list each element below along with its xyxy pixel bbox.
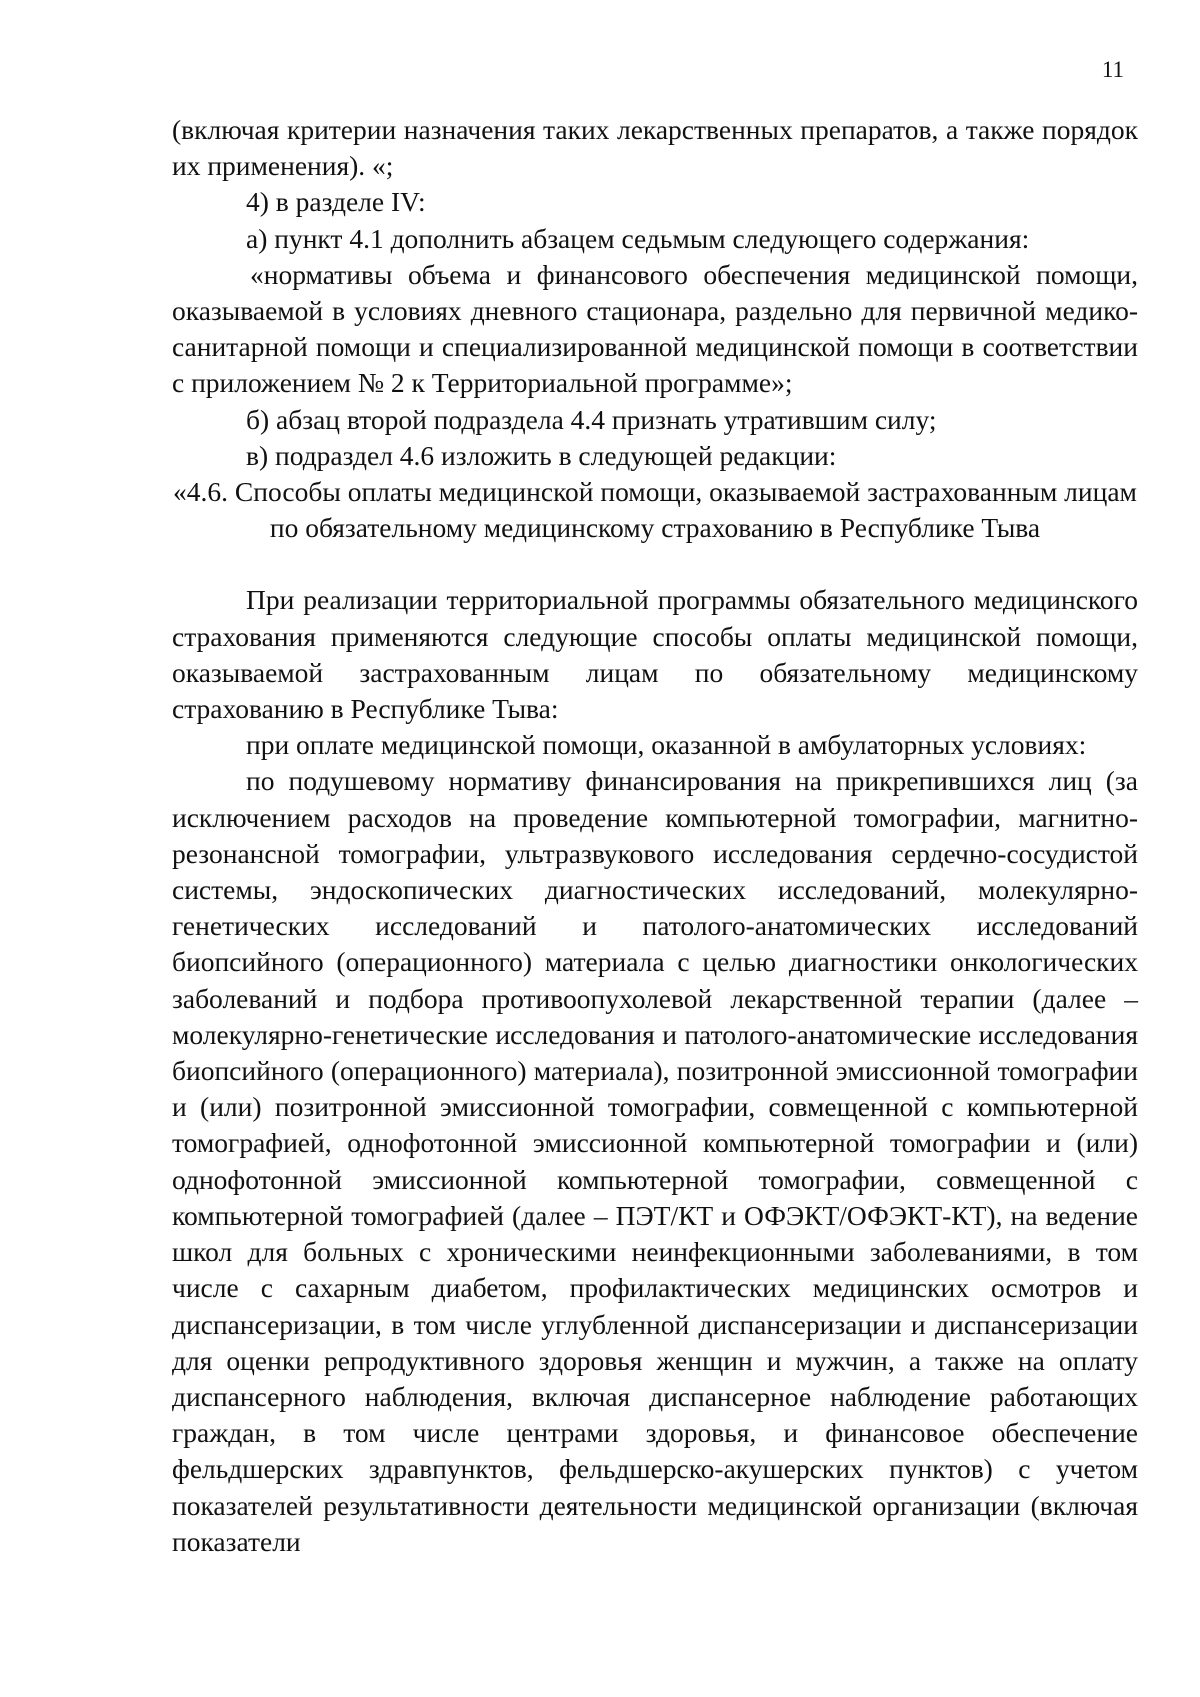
paragraph-item-b: б) абзац второй подраздела 4.4 признать утратившим силу;: [246, 403, 937, 435]
paragraph-quote-norms: «нормативы объема и финансового обеспечения медицинской помощи, оказываемой в условиях дневного стационара, раздельно для первичной медико-санитарной помощи и специализированной медицинской помощи в соответствии с приложением № 2 к Территориальной программе»;: [172, 258, 1138, 399]
paragraph-implementation: При реализации территориальной программы обязательного медицинского страхования применяются следующие способы оплаты медицинской помощи, оказываемой застрахованным лицам по обязательному медицинскому страхованию в Республике Тыва:: [172, 584, 1138, 725]
document-body: [172, 112, 1138, 1560]
paragraph-item-v: в) подраздел 4.6 изложить в следующей редакции:: [246, 439, 837, 471]
paragraph-item-a: а) пункт 4.1 дополнить абзацем седьмым следующего содержания:: [246, 222, 1030, 254]
subsection-heading: «4.6. Способы оплаты медицинской помощи, оказываемой застрахованным лицам по обязательному медицинскому страхованию в Республике Тыва: [173, 476, 1137, 544]
paragraph-ambulatory: при оплате медицинской помощи, оказанной в амбулаторных условиях:: [246, 729, 1087, 761]
paragraph-per-capita: по подушевому нормативу финансирования на прикрепившихся лиц (за исключением расходов на проведение компьютерной томографии, магнитно-резонансной томографии, ультразвукового исследования сердечно-сосудистой системы, эндоскопических диагностических исследований, молекулярно-генетических исследований и патолого-анатомических исследований биопсийного (операционного) материала с целью диагностики онкологических заболеваний и подбора противоопухолевой лекарственной терапии (далее – молекулярно-генетические исследования и патолого-анатомические исследования биопсийного (операционного) материала), позитронной эмиссионной томографии и (или) позитронной эмиссионной томографии, совмещенной с компьютерной томографией, однофотонной эмиссионной компьютерной томографии и (или) однофотонной эмиссионной компьютерной томографии, совмещенной с компьютерной томографией (далее – ПЭТ/КТ и ОФЭКТ/ОФЭКТ-КТ), на ведение школ для больных с хроническими неинфекционными заболеваниями, в том числе с сахарным диабетом, профилактических медицинских осмотров и диспансеризации, в том числе углубленной диспансеризации и диспансеризации для оценки репродуктивного здоровья женщин и мужчин, а также на оплату диспансерного наблюдения, включая диспансерное наблюдение работающих граждан, в том числе центрами здоровья, и финансовое обеспечение фельдшерских здравпунктов, фельдшерско-акушерских пунктов) с учетом показателей результативности деятельности медицинской организации (включая показатели: [172, 765, 1138, 1557]
paragraph-section-iv: 4) в разделе IV:: [246, 186, 426, 218]
page-number: 11: [1101, 57, 1124, 82]
paragraph-continuation: (включая критерии назначения таких лекарственных препаратов, а также порядок их применения). «;: [172, 114, 1138, 182]
